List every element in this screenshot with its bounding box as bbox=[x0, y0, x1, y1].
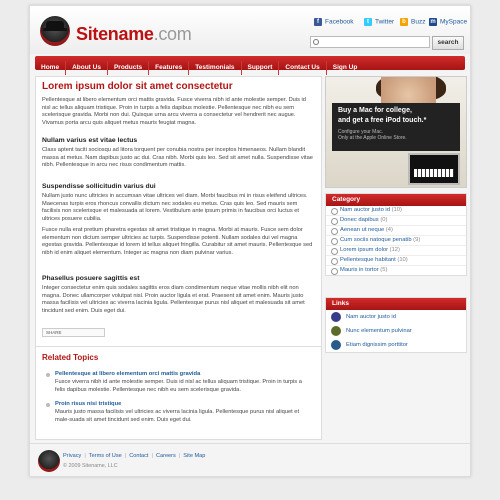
share-button[interactable] bbox=[42, 328, 105, 337]
avatar bbox=[331, 340, 341, 350]
article-section bbox=[42, 137, 315, 170]
ad-text-box bbox=[332, 103, 460, 151]
footer-logo-icon[interactable] bbox=[38, 450, 60, 472]
category-item[interactable]: Cum sociis natoque penatib (9) bbox=[326, 236, 466, 246]
main-nav bbox=[35, 56, 465, 70]
radio-icon bbox=[331, 268, 338, 275]
radio-icon bbox=[331, 218, 338, 225]
apple-icon bbox=[330, 81, 338, 89]
section-body: Integer consectetur enim quis sodales sagittis eros diam condimentum neque vitae mollis nibh elit non magna. Donec ullamcorper volutpat nisl. Proin auctor ligula et erat. Praesent sit amet enim. Mauris justo massa facilisis vel ultricies ac viverra lacinia ligula. Pellentesque purus nisl aliquet et malesuada sit amet tincidunt sed enim. Duis eget dui. bbox=[42, 285, 305, 314]
category-item[interactable]: Aenean ut neque (4) bbox=[326, 226, 466, 236]
radio-icon bbox=[331, 248, 338, 255]
category-title: Category bbox=[326, 194, 466, 206]
ad-line: Only at the Apple Online Store. bbox=[338, 135, 407, 141]
category-panel bbox=[325, 193, 467, 276]
bullet-icon bbox=[46, 403, 50, 407]
footer-link-privacy[interactable]: Privacy bbox=[63, 453, 82, 459]
logo-icon[interactable] bbox=[40, 16, 70, 46]
myspace-icon: m bbox=[430, 19, 436, 25]
radio-icon bbox=[331, 258, 338, 265]
section-body: Class aptent taciti sociosqu ad litora torquent per conubia nostra per inceptos himenaeos. Nullam blandit massa at metus. Nam dapibus justo ac dui. Cras nibh. Morbi quis leo. Sed sit amet nulla. Suspendisse vitae nibh. Pellentesque in arcu nec risus condimentum mattis. bbox=[42, 147, 313, 168]
related-link[interactable]: Proin risus nisi tristique bbox=[55, 401, 122, 407]
search-bar bbox=[310, 36, 460, 48]
facebook-icon: f bbox=[314, 18, 322, 26]
footer bbox=[30, 443, 470, 477]
nav-home[interactable]: Home bbox=[35, 61, 66, 75]
category-item[interactable]: Lorem ipsum dolor (12) bbox=[326, 246, 466, 256]
ad-line: Configure your Mac. bbox=[338, 129, 384, 135]
related-body: Fusce viverra nibh id ante molestie semper. Duis id nisl ac tellus aliquam tristique. Proin in turpis a felis dapibus molestie. Pellentesque nec nibh eu sem scelerisque gravida. bbox=[55, 379, 302, 393]
copyright: © 2009 Sitename, LLC bbox=[63, 463, 118, 469]
site-name[interactable]: Sitename.com bbox=[76, 24, 192, 44]
article-title: Lorem ipsum dolor sit amet consectetur bbox=[42, 81, 233, 92]
ad-line: and get a free iPod touch.* bbox=[338, 117, 427, 124]
related-title: Related Topics bbox=[42, 353, 99, 362]
ad-line: Buy a Mac for college, bbox=[338, 107, 412, 114]
link-item[interactable]: Etiam dignissim porttitor bbox=[326, 338, 466, 352]
search-icon bbox=[313, 39, 319, 45]
link-item[interactable]: Nunc elementum pulvinar bbox=[326, 324, 466, 338]
nav-testimonials[interactable]: Testimonials bbox=[189, 61, 241, 75]
article-section bbox=[42, 275, 315, 315]
radio-icon bbox=[331, 208, 338, 215]
social-twitter-link[interactable]: t Twitter bbox=[364, 18, 394, 26]
related-topics bbox=[35, 346, 322, 440]
ad-banner[interactable] bbox=[325, 76, 467, 188]
nav-features[interactable]: Features bbox=[149, 61, 189, 75]
article-section bbox=[42, 183, 315, 257]
laptop-icon bbox=[408, 153, 460, 185]
related-body: Mauris justo massa facilisis vel ultricies ac viverra lacinia ligula. Pellentesque purus nisl aliquet et male-suada sit amet tincidunt sed enim. Duis eget dui. bbox=[55, 409, 300, 423]
nav-about-us[interactable]: About Us bbox=[66, 61, 108, 75]
footer-link-terms[interactable]: Terms of Use bbox=[88, 453, 122, 459]
social-myspace-link[interactable]: m MySpace bbox=[430, 18, 468, 26]
links-panel bbox=[325, 297, 467, 353]
twitter-icon: t bbox=[364, 18, 372, 26]
footer-link-sitemap[interactable]: Site Map bbox=[183, 453, 206, 459]
footer-link-careers[interactable]: Careers bbox=[155, 453, 176, 459]
search-button[interactable]: search bbox=[432, 36, 464, 50]
article-intro: Pellentesque at libero elementum orci mattis gravida. Fusce viverra nibh id ante molestie semper. Duis id nisl ac tellus aliquam tristique. Proin in turpis a felis dapibus molestie. Pellentesque nec nibh eu sem scelerisque gravida. Morbi non dui. Quisque urna arcu viverra a consectetur vel hendrerit nec augue. Vivamus porta arcu quis aliquet metus mauris feugiat magna. bbox=[42, 97, 306, 126]
footer-links: Privacy | Terms of Use | Contact | Careers | Site Map bbox=[63, 453, 206, 459]
nav-support[interactable]: Support bbox=[242, 61, 280, 75]
radio-icon bbox=[331, 238, 338, 245]
related-link[interactable]: Pellentesque at libero elementum orci mattis gravida bbox=[55, 371, 201, 377]
bullet-icon bbox=[46, 373, 50, 377]
section-body: Nullam justo nunc ultricies in accumsan vitae ultrices vel diam. Morbi faucibus mi in risus eleifend ultrices. Maecenas turpis eros rhoncus convallis dictum nec sodales eu metus. Cras quis leo. Sed mauris sem facilisis non scelerisque et malesuada at lorem. Vestibulum ante ipsum primis in faucibus orci luctus et ultrices posuere cubilia. bbox=[42, 193, 308, 222]
footer-link-contact[interactable]: Contact bbox=[129, 453, 149, 459]
category-item[interactable]: Mauris in tortor (5) bbox=[326, 266, 466, 275]
category-item[interactable]: Nam auctor justo id (10) bbox=[326, 206, 466, 216]
link-item[interactable]: Nam auctor justo id bbox=[326, 310, 466, 324]
page bbox=[29, 5, 471, 477]
buzz-icon: b bbox=[400, 18, 408, 26]
social-facebook-link[interactable]: f Facebook bbox=[314, 18, 354, 26]
section-heading: Phasellus posuere sagittis est bbox=[42, 275, 140, 282]
nav-products[interactable]: Products bbox=[108, 61, 149, 75]
search-input[interactable] bbox=[310, 36, 430, 48]
radio-icon bbox=[331, 228, 338, 235]
share-label: SHARE bbox=[46, 330, 62, 335]
social-buzz-link[interactable]: b Buzz bbox=[400, 18, 425, 26]
section-heading: Suspendisse sollicitudin varius dui bbox=[42, 183, 156, 190]
category-item[interactable]: Donec dapibus (0) bbox=[326, 216, 466, 226]
header bbox=[30, 6, 470, 54]
links-title: Links bbox=[326, 298, 466, 310]
category-item[interactable]: Pellentesque habitant (10) bbox=[326, 256, 466, 266]
avatar bbox=[331, 312, 341, 322]
nav-contact-us[interactable]: Contact Us bbox=[279, 61, 326, 75]
section-body: Fusce nulla erat pretium pharetra egestas sit amet tristique in magna. Morbi at mauris. Fusce sem dolor elementum non dictum semper ultricies ac turpis. Suspendisse potenti. Nullam sodales dui vel magna egestas gravida. Pellentesque id lorem id tellus aliquet fringilla. Curabitur sit amet mauris. Pellentesque sed nibh id enim aliquet elementum. Integer ac magna non diam pulvinar varius. bbox=[42, 227, 313, 256]
nav-sign-up[interactable]: Sign Up bbox=[332, 64, 358, 71]
section-heading: Nullam varius est vitae lectus bbox=[42, 137, 138, 144]
avatar bbox=[331, 326, 341, 336]
